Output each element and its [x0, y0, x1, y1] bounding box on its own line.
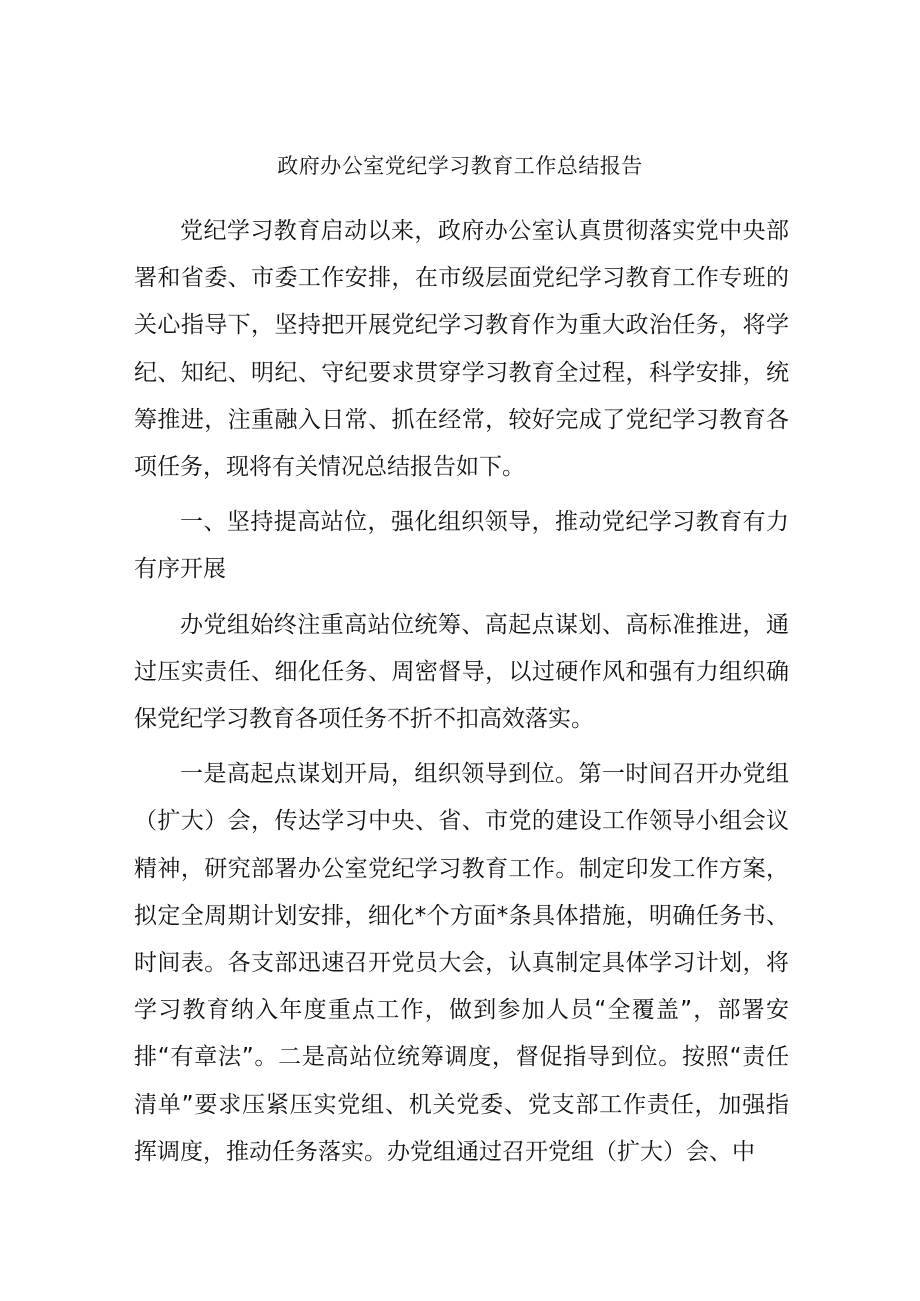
document-body [134, 208, 789, 1184]
paragraph-section-1-details: 一是高起点谋划开局，组织领导到位。第一时间召开办党组（扩大）会，传达学习中央、省、市党的建设工作领导小组会议精神，研究部署办公室党纪学习教育工作。制定印发工作方案，拟定全周期计划安排，细化*个方面*条具体措施，明确任务书、时间表。各支部迅速召开党员大会，认真制定具体学习计划，将学习教育纳入年度重点工作，做到参加人员“全覆盖”，部署安排“有章法”。二是高站位统筹调度，督促指导到位。按照“责任清单”要求压紧压实党组、机关党委、党支部工作责任，加强指挥调度，推动任务落实。办党组通过召开党组（扩大）会、中 [134, 761, 789, 1165]
document-title: 政府办公室党纪学习教育工作总结报告 [277, 154, 643, 178]
paragraph-section-1-summary: 办党组始终注重高站位统筹、高起点谋划、高标准推进，通过压实责任、细化任务、周密督导，以过硬作风和强有力组织确保党纪学习教育各项任务不折不扣高效落实。 [134, 611, 789, 733]
paragraph-intro: 党纪学习教育启动以来，政府办公室认真贯彻落实党中央部署和省委、市委工作安排，在市级层面党纪学习教育工作专班的关心指导下，坚持把开展党纪学习教育作为重大政治任务，将学纪、知纪、明纪、守纪要求贯穿学习教育全过程，科学安排，统筹推进，注重融入日常、抓在经常，较好完成了党纪学习教育各项任务，现将有关情况总结报告如下。 [134, 218, 789, 481]
section-heading-1: 一、坚持提高站位，强化组织领导，推动党纪学习教育有力有序开展 [134, 509, 789, 583]
